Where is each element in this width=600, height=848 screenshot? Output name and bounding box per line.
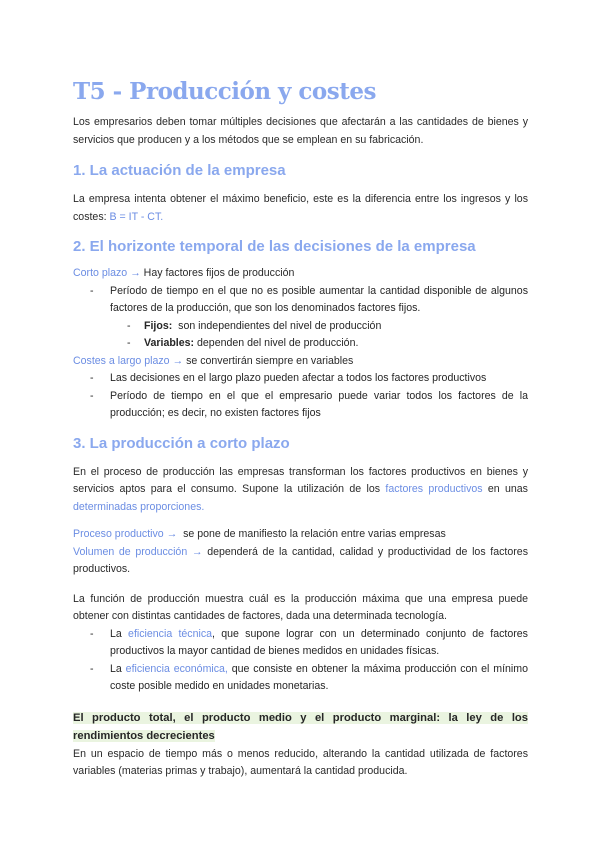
short-term-item: Período de tiempo en el que no es posible aumentar la cantidad disponible de algunos factores de la producción, que son los denominados factores fijos. bbox=[110, 284, 528, 314]
volumen-text: dependerá de la cantidad, calidad y productividad de los factores productivos. bbox=[73, 545, 528, 575]
volumen-label: Volumen de producción → bbox=[73, 545, 203, 558]
list-item: - La eficiencia técnica, que supone lograr con un determinado conjunto de factores productivos la mayor cantidad de bienes medidos en unidades físicas. bbox=[90, 627, 528, 657]
list-item: - Fijos: son independientes del nivel de producción bbox=[127, 319, 382, 332]
item1-prefix: La bbox=[110, 627, 122, 640]
link-eficiencia-tecnica[interactable]: eficiencia técnica bbox=[128, 627, 213, 640]
long-term-text: se convertirán siempre en variables bbox=[186, 354, 354, 367]
section1-paragraph bbox=[73, 191, 528, 226]
section1-heading: 1. La actuación de la empresa bbox=[73, 162, 286, 179]
long-term-item-1: Las decisiones en el largo plazo pueden afectar a todos los factores productivos bbox=[110, 372, 487, 384]
proceso-text: se pone de manifiesto la relación entre varias empresas bbox=[183, 528, 446, 540]
list-item: - Período de tiempo en el que el empresario puede variar todos los factores de la producción; es decir, no existen factores fijos bbox=[90, 389, 528, 419]
page-title: T5 - Producción y costes bbox=[73, 78, 376, 105]
section3-heading: 3. La producción a corto plazo bbox=[73, 434, 290, 452]
proceso-label: Proceso productivo → bbox=[73, 528, 178, 540]
long-term-item-2: Período de tiempo en el que el empresario puede variar todos los factores de la producción; es decir, no existen factores fijos bbox=[110, 389, 528, 419]
section4-paragraph: En un espacio de tiempo más o menos reducido, alterando la cantidad utilizada de factores variables (materias primas y trabajo), aumentará la cantidad producida. bbox=[73, 747, 528, 777]
section4-heading bbox=[73, 709, 528, 745]
document-page bbox=[73, 72, 528, 781]
section2-heading: 2. El horizonte temporal de las decisiones de la empresa bbox=[73, 238, 476, 255]
variable-label: Variables: bbox=[144, 337, 195, 349]
list-item: - Las decisiones en el largo plazo pueden afectar a todos los factores productivos bbox=[90, 372, 487, 384]
efficiency-list bbox=[73, 626, 528, 696]
list-item: - Período de tiempo en el que no es posible aumentar la cantidad disponible de algunos factores de la producción, que son los denominados factores fijos. bbox=[90, 284, 528, 314]
short-term-text: Hay factores fijos de producción bbox=[143, 267, 295, 279]
item2-prefix: La bbox=[110, 662, 122, 675]
profit-formula: B = IT - CT. bbox=[109, 210, 164, 223]
long-term-line bbox=[73, 353, 528, 371]
volumen-line bbox=[73, 544, 528, 579]
proceso-line bbox=[73, 526, 528, 544]
section1-text: La empresa intenta obtener el máximo beneficio, este es la diferencia entre los ingresos y los costes: bbox=[73, 193, 528, 223]
section3-p1-text-b: en unas bbox=[487, 483, 528, 495]
section4-heading-text: El producto total, el producto medio y el producto marginal: la ley de los rendimientos decrecientes bbox=[73, 711, 528, 742]
section3-p1-text: En el proceso de producción las empresas transforman los factores productivos en bienes y servicios aptos para el consumo. Supone la utilización de los bbox=[73, 465, 528, 495]
section3-paragraph-2: La función de producción muestra cuál es la producción máxima que una empresa puede obtener con distintas cantidades de factores, dada una determinada tecnología. bbox=[73, 592, 528, 622]
variable-text: dependen del nivel de producción. bbox=[197, 337, 359, 349]
section3-paragraph-1 bbox=[73, 464, 528, 517]
link-factores-productivos[interactable]: factores productivos bbox=[385, 483, 483, 495]
link-determinadas-proporciones[interactable]: determinadas proporciones. bbox=[73, 500, 205, 513]
short-term-list bbox=[73, 283, 528, 353]
long-term-label: Costes a largo plazo → bbox=[73, 354, 184, 367]
list-item: - Variables: dependen del nivel de producción. bbox=[127, 337, 359, 349]
item1-text: , que supone lograr con un determinado conjunto de factores productivos la mayor cantidad de bienes medidos en unidades físicas. bbox=[110, 627, 528, 657]
short-term-label: Corto plazo → bbox=[73, 267, 141, 279]
list-item: - La eficiencia económica, que consiste en obtener la máxima producción con el mínimo coste posible medido en unidades monetarias. bbox=[90, 662, 528, 692]
link-eficiencia-economica[interactable]: eficiencia económica, bbox=[125, 662, 228, 675]
fixed-text: son independientes del nivel de producción bbox=[178, 319, 382, 332]
long-term-list bbox=[73, 370, 528, 423]
intro-paragraph: Los empresarios deben tomar múltiples decisiones que afectarán a las cantidades de bienes y servicios que producen y a los métodos que se emplean en su fabricación. bbox=[73, 116, 528, 146]
item2-text: que consiste en obtener la máxima producción con el mínimo coste posible medido en unidades monetarias. bbox=[110, 662, 528, 692]
short-term-line bbox=[73, 265, 528, 283]
fixed-label: Fijos: bbox=[144, 319, 173, 332]
